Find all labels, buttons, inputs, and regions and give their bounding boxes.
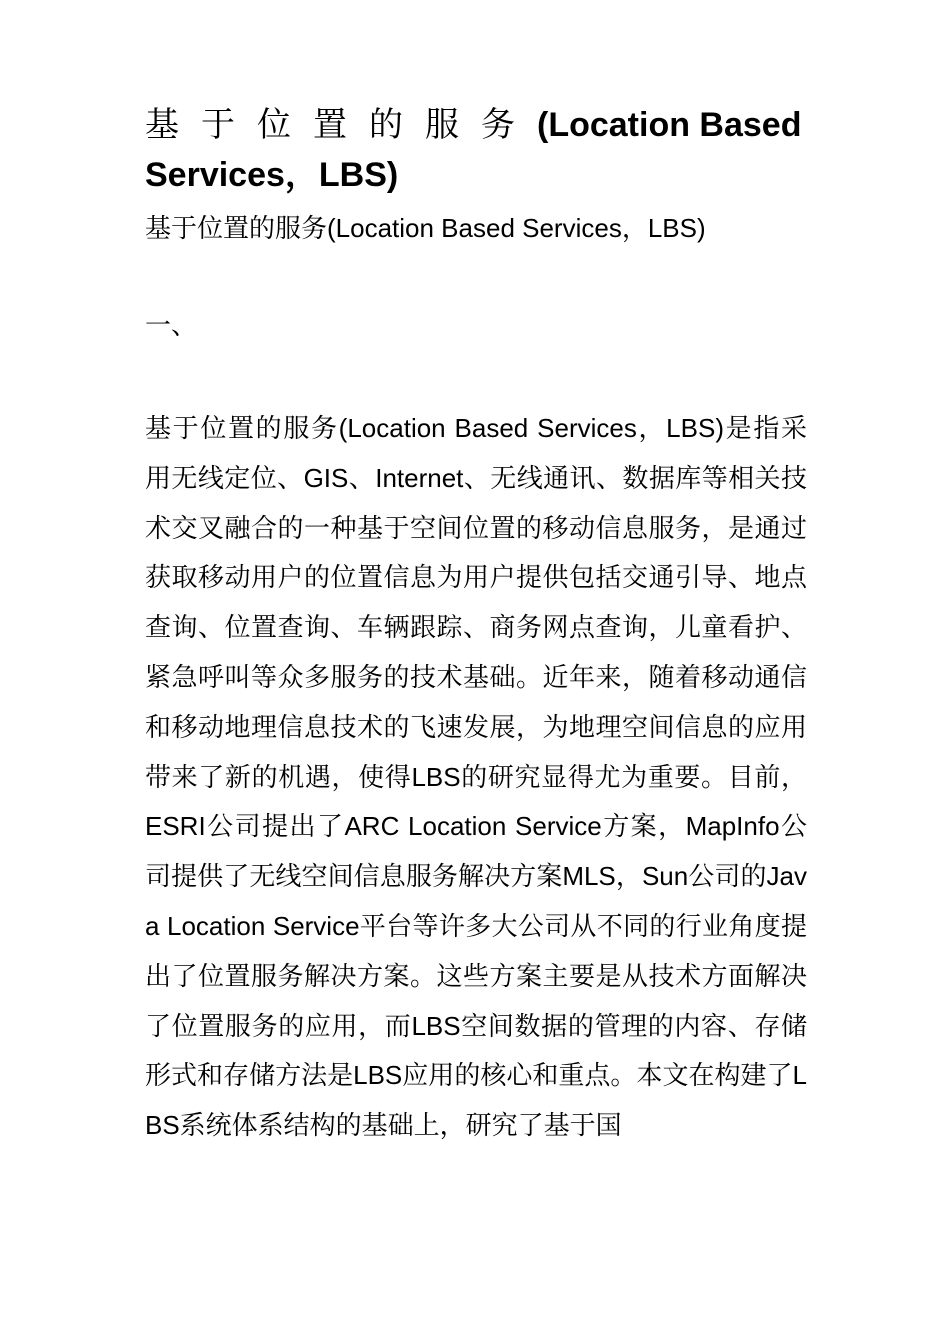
title-chinese: 基于位置的服务 [145, 105, 537, 145]
title-english-part1: (Location Based [537, 106, 802, 144]
document-page [145, 100, 807, 1151]
document-subtitle: 基于位置的服务(Location Based Services，LBS) [145, 213, 706, 243]
body-paragraph: 基于位置的服务(Location Based Services，LBS)是指采用无线定位、GIS、Internet、无线通讯、数据库等相关技术交叉融合的一种基于空间位置的移动信息服务，是通过获取移动用户的位置信息为用户提供包括交通引导、地点查询、位置查询、车辆跟踪、商务网点查询，儿童看护、紧急呼叫等众多服务的技术基础。近年来，随着移动通信和移动地理信息技术的飞速发展，为地理空间信息的应用带来了新的机遇，使得LBS的研究显得尤为重要。目前，ESRI公司提出了ARC Location Service方案，MapInfo公司提供了无线空间信息服务解决方案MLS，Sun公司的Java Location Service平台等许多大公司从不同的行业角度提出了位置服务解决方案。这些方案主要是从技术方面解决了位置服务的应用，而LBS空间数据的管理的内容、存储形式和存储方法是LBS应用的核心和重点。本文在构建了LBS系统体系结构的基础上，研究了基于国 [145, 413, 807, 1141]
title-english-part2: Services，LBS) [145, 156, 399, 194]
section-marker: 一、 [145, 311, 198, 341]
document-title [145, 100, 807, 200]
